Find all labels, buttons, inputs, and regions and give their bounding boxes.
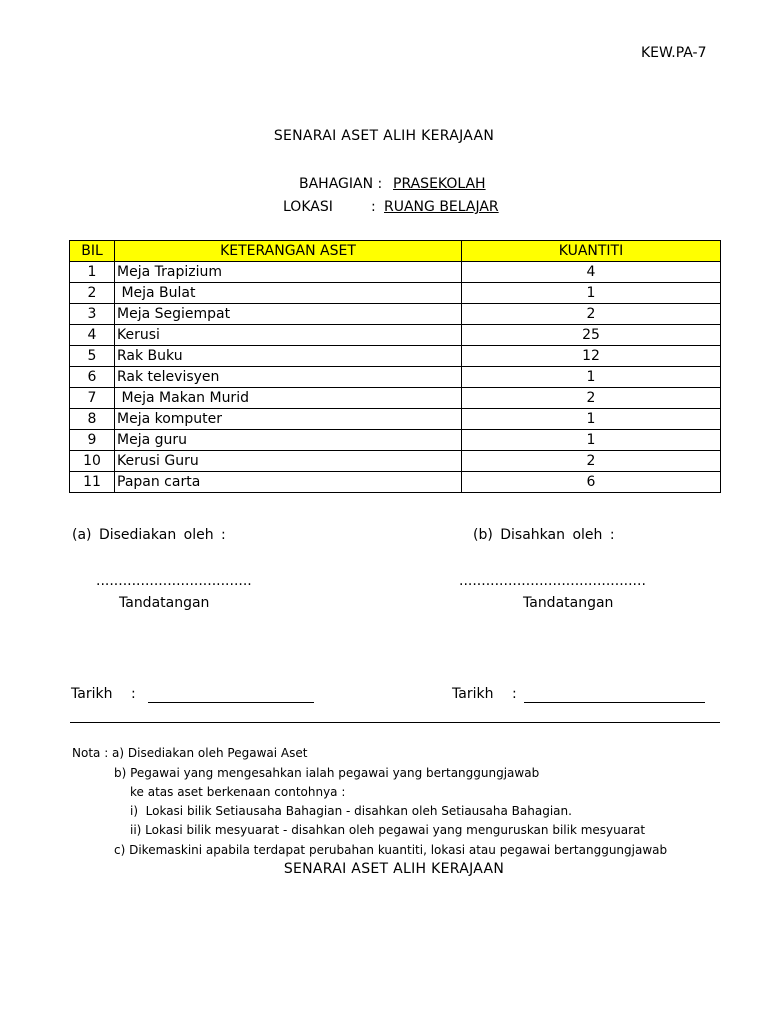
- cell-desc: Kerusi: [115, 325, 462, 346]
- signature-caption-right: Tandatangan: [523, 595, 614, 611]
- asset-table: [69, 240, 721, 493]
- cell-desc: Meja guru: [115, 430, 462, 451]
- form-code: KEW.PA-7: [641, 45, 707, 61]
- table-row: [70, 472, 721, 493]
- cell-desc: Papan carta: [115, 472, 462, 493]
- bahagian-value: PRASEKOLAH: [393, 176, 486, 192]
- prepared-by-label: (a) Disediakan oleh :: [72, 527, 226, 543]
- bahagian-label: BAHAGIAN :: [299, 176, 383, 192]
- note-line-6: c) Dikemaskini apabila terdapat perubahan kuantiti, lokasi atau pegawai bertanggungjawab: [114, 843, 668, 857]
- cell-bil: 2: [70, 283, 115, 304]
- section-divider: [70, 722, 720, 723]
- cell-bil: 11: [70, 472, 115, 493]
- header-keterangan: KETERANGAN ASET: [115, 241, 462, 262]
- cell-desc: Meja komputer: [115, 409, 462, 430]
- lokasi-label: LOKASI: [283, 199, 333, 215]
- cell-bil: 10: [70, 451, 115, 472]
- note-line-5: ii) Lokasi bilik mesyuarat - disahkan oleh pegawai yang menguruskan bilik mesyuarat: [130, 823, 646, 837]
- cell-bil: 9: [70, 430, 115, 451]
- cell-desc: Meja Bulat: [115, 283, 462, 304]
- table-row: [70, 283, 721, 304]
- note-line-3: ke atas aset berkenaan contohnya :: [130, 785, 346, 799]
- cell-qty: 2: [462, 388, 721, 409]
- cell-qty: 1: [462, 430, 721, 451]
- header-bil: BIL: [70, 241, 115, 262]
- cell-qty: 12: [462, 346, 721, 367]
- table-row: [70, 430, 721, 451]
- cell-qty: 1: [462, 409, 721, 430]
- cell-bil: 4: [70, 325, 115, 346]
- cell-qty: 2: [462, 304, 721, 325]
- cell-bil: 8: [70, 409, 115, 430]
- document-title: SENARAI ASET ALIH KERAJAAN: [273, 128, 495, 144]
- date-colon-right: :: [512, 686, 517, 702]
- cell-desc: Meja Trapizium: [115, 262, 462, 283]
- signature-caption-left: Tandatangan: [119, 595, 210, 611]
- cell-qty: 2: [462, 451, 721, 472]
- cell-bil: 1: [70, 262, 115, 283]
- cell-qty: 6: [462, 472, 721, 493]
- table-row: [70, 325, 721, 346]
- note-line-1: Nota : a) Disediakan oleh Pegawai Aset: [72, 746, 308, 760]
- approved-by-label: (b) Disahkan oleh :: [473, 527, 615, 543]
- table-row: [70, 262, 721, 283]
- lokasi-colon: :: [371, 199, 376, 215]
- table-row: [70, 409, 721, 430]
- table-row: [70, 388, 721, 409]
- date-label-right: Tarikh: [452, 686, 494, 702]
- cell-desc: Meja Makan Murid: [115, 388, 462, 409]
- date-field-left[interactable]: [148, 689, 314, 703]
- cell-qty: 1: [462, 367, 721, 388]
- cell-bil: 7: [70, 388, 115, 409]
- cell-desc: Rak televisyen: [115, 367, 462, 388]
- table-row: [70, 346, 721, 367]
- signature-line-right: ..........................................: [459, 573, 646, 589]
- date-field-right[interactable]: [524, 689, 705, 703]
- cell-desc: Kerusi Guru: [115, 451, 462, 472]
- cell-bil: 6: [70, 367, 115, 388]
- date-label-left: Tarikh: [71, 686, 113, 702]
- cell-desc: Meja Segiempat: [115, 304, 462, 325]
- table-row: [70, 304, 721, 325]
- table-header-row: [70, 241, 721, 262]
- cell-qty: 25: [462, 325, 721, 346]
- header-kuantiti: KUANTITI: [462, 241, 721, 262]
- signature-line-left: ...................................: [96, 573, 252, 589]
- table-row: [70, 367, 721, 388]
- cell-bil: 5: [70, 346, 115, 367]
- date-colon-left: :: [131, 686, 136, 702]
- lokasi-value: RUANG BELAJAR: [384, 199, 499, 215]
- note-line-4: i) Lokasi bilik Setiausaha Bahagian - disahkan oleh Setiausaha Bahagian.: [130, 804, 572, 818]
- table-row: [70, 451, 721, 472]
- cell-desc: Rak Buku: [115, 346, 462, 367]
- cell-qty: 1: [462, 283, 721, 304]
- cell-bil: 3: [70, 304, 115, 325]
- footer-title: SENARAI ASET ALIH KERAJAAN: [283, 861, 505, 877]
- note-line-2: b) Pegawai yang mengesahkan ialah pegawai yang bertanggungjawab: [114, 766, 540, 780]
- cell-qty: 4: [462, 262, 721, 283]
